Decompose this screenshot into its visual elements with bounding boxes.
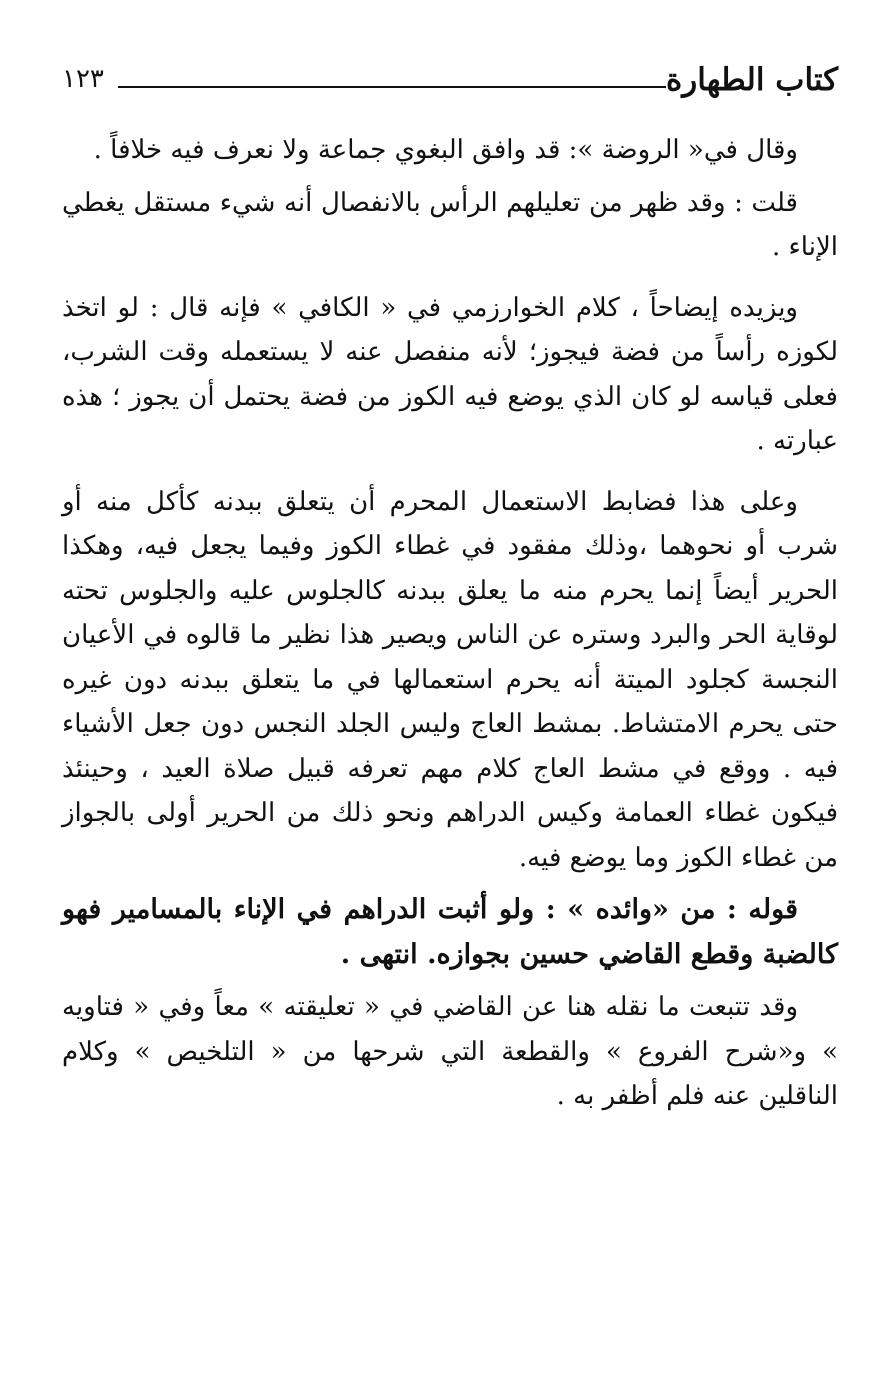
paragraph-khawarizmi: ويزيده إيضاحاً ، كلام الخوارزمي في « الكافي » فإنه قال : لو اتخذ لكوزه رأساً من فضة فيجوز؛ لأنه منفصل عنه لا يستعمله وقت الشرب، فعلى قياسه لو كان الذي يوضع فيه الكوز من فضة يحتمل أن يجوز ؛ هذه عبارته . <box>62 292 838 456</box>
paragraph-rawda-quote: وقال في« الروضة »: قد وافق البغوي جماعة ولا نعرف فيه خلافاً . <box>93 135 798 165</box>
running-header <box>62 62 838 110</box>
paragraph-qadi-search: وقد تتبعت ما نقله هنا عن القاضي في « تعليقته » معاً وفي « فتاويه » و«شرح الفروع » والقطعة التي شرحها من « التلخيص » وكلام الناقلين عنه فلم أظفر به . <box>62 992 838 1111</box>
paragraph-quoted-statement: قوله : من «وائده » : ولو أثبت الدراهم في الإناء بالمسامير فهو كالضبة وقطع القاضي حسين بجوازه. انتهى . <box>62 894 838 970</box>
chapter-title: كتاب الطهارة <box>666 62 838 98</box>
page-number: ١٢٣ <box>62 64 104 94</box>
header-rule <box>118 86 666 88</box>
page-body <box>62 128 838 1119</box>
paragraph-author-note: قلت : وقد ظهر من تعليلهم الرأس بالانفصال أنه شيء مستقل يغطي الإناء . <box>62 187 838 262</box>
paragraph-usage-rule: وعلى هذا فضابط الاستعمال المحرم أن يتعلق ببدنه كأكل منه أو شرب أو نحوهما ،وذلك مفقود في غطاء الكوز وفيما يجعل فيه، وهكذا الحرير أيضاً إنما يحرم منه ما يعلق ببدنه كالجلوس عليه والجلوس تحته لوقاية الحر والبرد وستره عن الناس ويصير هذا نظير ما قالوه في الأعيان النجسة كجلود الميتة أنه يحرم استعمالها في ما يتعلق ببدنه دون غيره حتى يحرم الامتشاط. بمشط العاج وليس الجلد النجس دون جعل الأشياء فيه . ووقع في مشط العاج كلام مهم تعرفه قبيل صلاة العيد ، وحينئذ فيكون غطاء العمامة وكيس الدراهم ونحو ذلك من الحرير أولى بالجواز من غطاء الكوز وما يوضع فيه. <box>62 486 838 873</box>
